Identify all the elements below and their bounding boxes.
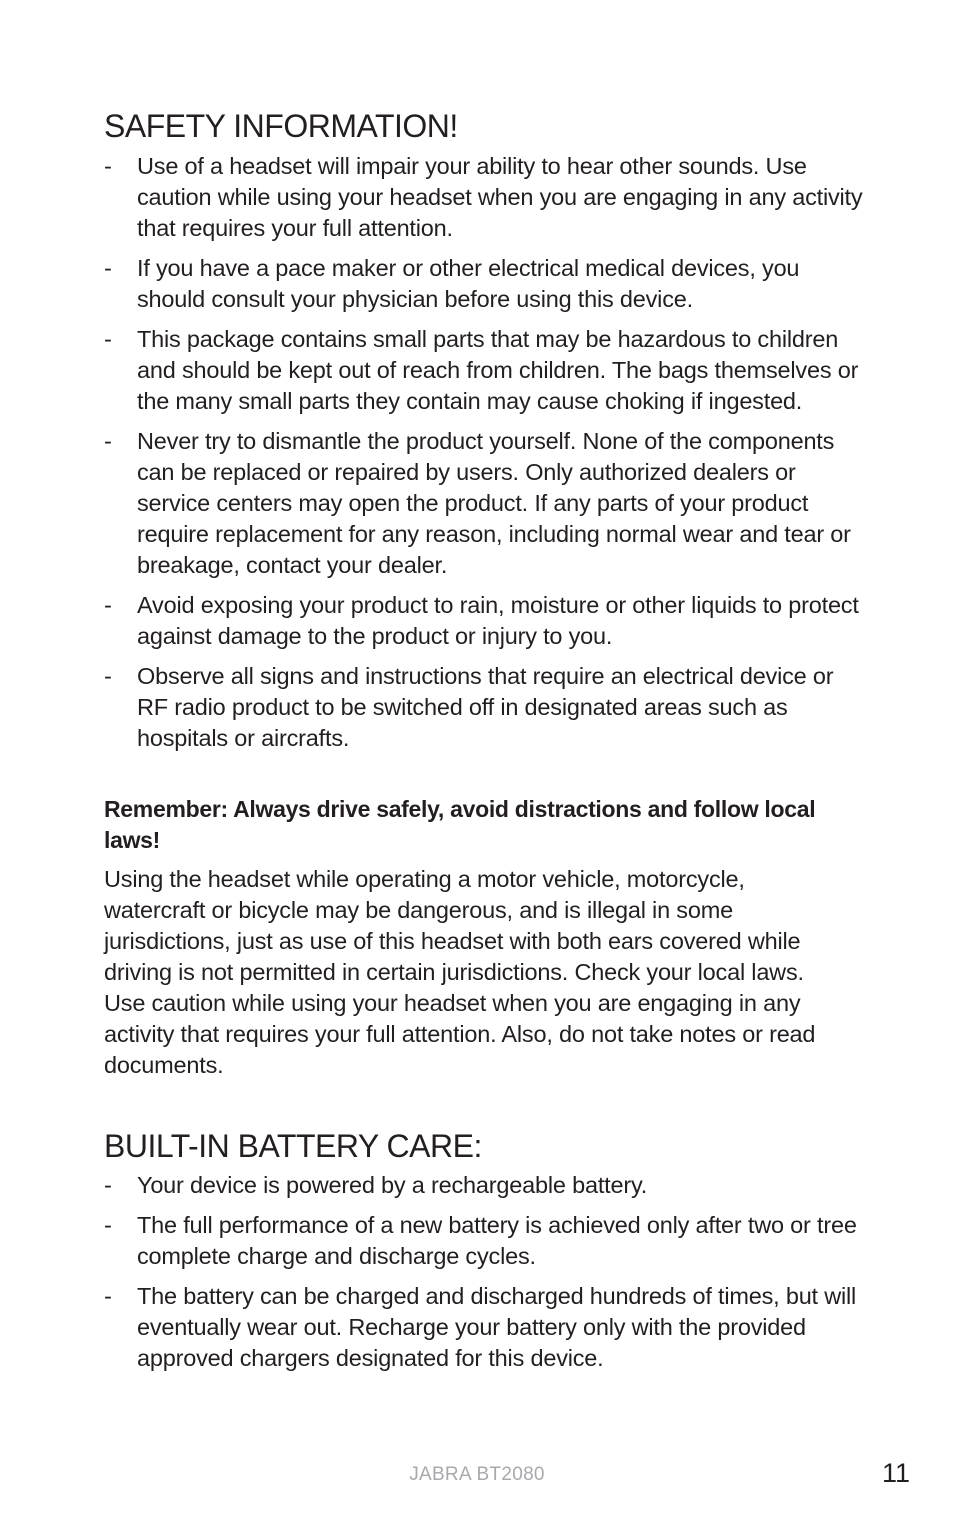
driving-paragraph: Using the headset while operating a motor vehicle, motorcycle, watercraft or bicycle may be dangerous, and is illegal in some jurisdictions, just as use of this headset with both ears covered while driving is not permitted in certain jurisdictions. Check your local laws. Use caution while using your headset when you are engaging in any activity that requires your full attention. Also, do not take notes or read documents. <box>104 866 816 1078</box>
bullet-dash: - <box>104 326 112 352</box>
page-number: 11 <box>882 1458 911 1488</box>
list-item <box>104 151 864 244</box>
list-item-text: If you have a pace maker or other electrical medical devices, you should consult your physician before using this device. <box>137 255 800 312</box>
list-item <box>104 590 864 652</box>
bullet-dash: - <box>104 255 112 281</box>
bullet-dash: - <box>104 592 112 618</box>
bullet-dash: - <box>104 428 112 454</box>
bullet-dash: - <box>104 1172 112 1198</box>
list-item <box>104 324 864 417</box>
list-item-text: This package contains small parts that may be hazardous to children and should be kept out of reach from children. The bags themselves or the many small parts they contain may cause choking if ingested. <box>137 326 859 414</box>
bullet-dash: - <box>104 153 112 179</box>
battery-list <box>104 1170 864 1383</box>
bullet-dash: - <box>104 663 112 689</box>
list-item <box>104 1281 864 1374</box>
list-item-text: Observe all signs and instructions that require an electrical device or RF radio product to be switched off in designated areas such as hospitals or aircrafts. <box>137 663 834 751</box>
list-item-text: The full performance of a new battery is achieved only after two or tree complete charge and discharge cycles. <box>137 1212 857 1269</box>
safety-heading: SAFETY INFORMATION! <box>104 108 458 144</box>
list-item-text: Your device is powered by a rechargeable battery. <box>137 1172 648 1198</box>
list-item-text: Never try to dismantle the product yourself. None of the components can be replaced or repaired by users. Only authorized dealers or service centers may open the product. If any parts of your product require replacement for any reason, including normal wear and tear or breakage, contact your dealer. <box>137 428 851 578</box>
list-item-text: The battery can be charged and discharged hundreds of times, but will eventually wear out. Recharge your battery only with the provided approved chargers designated for this device. <box>137 1283 857 1371</box>
list-item <box>104 1170 864 1201</box>
footer-brand: JABRA BT2080 <box>409 1464 545 1485</box>
list-item <box>104 426 864 581</box>
bullet-dash: - <box>104 1283 112 1309</box>
battery-heading: BUILT-IN BATTERY CARE: <box>104 1128 482 1164</box>
list-item <box>104 661 864 754</box>
bullet-dash: - <box>104 1212 112 1238</box>
remember-note: Remember: Always drive safely, avoid distractions and follow local laws! <box>104 796 816 853</box>
list-item <box>104 1210 864 1272</box>
list-item-text: Avoid exposing your product to rain, moisture or other liquids to protect against damage to the product or injury to you. <box>137 592 859 649</box>
list-item-text: Use of a headset will impair your ability to hear other sounds. Use caution while using your headset when you are engaging in any activity that requires your full attention. <box>137 153 863 241</box>
safety-list <box>104 151 864 763</box>
list-item <box>104 253 864 315</box>
